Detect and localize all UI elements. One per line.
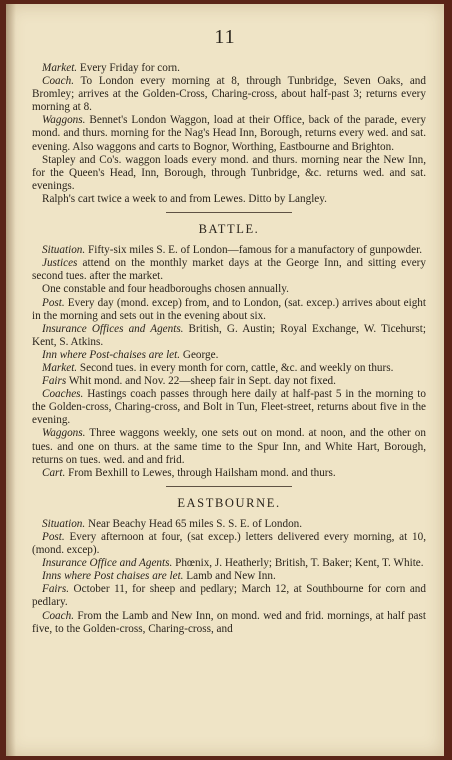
- entry-text: Stapley and Co's. waggon loads every mond. and thurs. morning near the New Inn, for the Queen's Head, Inn, Borough, through Tunbridge, &c. returns wed. and sat. evenings.: [32, 153, 426, 192]
- page-text: [32, 62, 426, 636]
- entry-text: Second tues. in every month for corn, cattle, &c. and weekly on thurs.: [77, 361, 394, 374]
- entry-lead: Fairs: [42, 375, 67, 388]
- entry-paragraph: [32, 114, 426, 153]
- entry-lead: Waggons.: [42, 114, 86, 127]
- entry-paragraph: [32, 583, 426, 609]
- entry-text: attend on the monthly market days at the George Inn, and sitting every second tues. after the market.: [32, 257, 426, 283]
- entry-paragraph: [32, 375, 426, 388]
- section-rule: [166, 486, 292, 487]
- entry-text: One constable and four headboroughs chosen annually.: [42, 283, 289, 296]
- section-rule: [166, 212, 292, 213]
- entry-text: To London every morning at 8, through Tunbridge, Seven Oaks, and Bromley; arrives at the Golden-Cross, Charing-cross, about half-past 3; returns every morning at 8.: [32, 75, 426, 114]
- entry-paragraph: [32, 193, 426, 206]
- entry-paragraph: [32, 349, 426, 362]
- entry-paragraph: [32, 570, 426, 583]
- entry-text: Near Beachy Head 65 miles S. S. E. of London.: [85, 517, 303, 530]
- entry-paragraph: [32, 62, 426, 75]
- entry-text: Every day (mond. excep) from, and to London, (sat. excep.) arrives about eight in the morning and sets out in the evening about six.: [32, 296, 426, 322]
- entry-lead: Justices: [42, 257, 78, 270]
- book-page: [6, 4, 444, 756]
- entry-paragraph: [32, 362, 426, 375]
- entry-text: Phœnix, J. Heatherly; British, T. Baker; Kent, T. White.: [172, 557, 424, 570]
- entry-lead: Coach.: [42, 609, 75, 622]
- entry-text: British, G. Austin; Royal Exchange, W. Ticehurst; Kent, S. Atkins.: [32, 322, 426, 348]
- entry-paragraph: [32, 557, 426, 570]
- page-number: 11: [214, 26, 236, 48]
- entry-lead: Coaches.: [42, 388, 84, 401]
- entry-lead: Inns where Post chaises are let.: [42, 570, 184, 583]
- entry-paragraph: [32, 75, 426, 114]
- entry-paragraph: [32, 531, 426, 557]
- section-heading-battle: BATTLE.: [198, 222, 260, 237]
- page-gutter-shadow: [6, 4, 16, 756]
- entry-lead: Coach.: [42, 75, 75, 88]
- entry-paragraph: [32, 427, 426, 466]
- entry-lead: Market.: [42, 62, 78, 74]
- entry-paragraph: [32, 518, 426, 531]
- entry-text: Bennet's London Waggon, load at their Office, back of the parade, every mond. and thurs. morning for the Nag's Head Inn, Borough, returns every wed. and sat. evening. Also waggons and carts to Bognor, Worthing, Eastbourne and Brighton.: [32, 114, 426, 153]
- eastbourne-entries: [32, 518, 426, 636]
- entry-lead: Situation.: [42, 517, 86, 530]
- entry-lead: Post.: [42, 531, 65, 543]
- entry-lead: Waggons.: [42, 427, 86, 440]
- entry-lead: Inn where Post-chaises are let.: [42, 348, 181, 361]
- entry-text: Fifty-six miles S. E. of London—famous for a manufactory of gunpowder.: [85, 244, 423, 257]
- entry-paragraph: [32, 610, 426, 636]
- entry-paragraph: [32, 467, 426, 480]
- entry-paragraph: [32, 283, 426, 296]
- entry-paragraph: [32, 388, 426, 427]
- entry-lead: Insurance Office and Agents.: [42, 557, 173, 570]
- entry-text: Whit mond. and Nov. 22—sheep fair in Sept. day not fixed.: [66, 375, 336, 388]
- entry-lead: Fairs.: [42, 583, 70, 596]
- entry-paragraph: [32, 257, 426, 283]
- entry-lead: Situation.: [42, 244, 86, 257]
- battle-entries: [32, 244, 426, 480]
- entry-paragraph: [32, 297, 426, 323]
- entry-text: Ralph's cart twice a week to and from Lewes. Ditto by Langley.: [42, 192, 327, 205]
- entry-text: Every Friday for corn.: [77, 62, 180, 74]
- top-entries: [32, 62, 426, 206]
- entry-paragraph: [32, 244, 426, 257]
- entry-lead: Post.: [42, 296, 65, 309]
- entry-paragraph: [32, 323, 426, 349]
- entry-lead: Cart.: [42, 466, 66, 479]
- entry-text: Every afternoon at four, (sat excep.) letters delivered every morning, at 10, (mond. excep).: [32, 531, 426, 557]
- entry-lead: Insurance Offices and Agents.: [42, 322, 184, 335]
- section-heading-eastbourne: EASTBOURNE.: [177, 495, 281, 510]
- entry-text: From Bexhill to Lewes, through Hailsham mond. and thurs.: [65, 466, 336, 479]
- entry-text: Hastings coach passes through here daily at half-past 5 in the morning to the Golden-cross, Charing-cross, and Bolt in Tun, Fleet-street, returns about five in the evening.: [32, 388, 426, 427]
- entry-paragraph: [32, 154, 426, 193]
- entry-text: October 11, for sheep and pedlary; March 12, at Southbourne for corn and pedlary.: [32, 583, 426, 609]
- entry-text: From the Lamb and New Inn, on mond. wed and frid. mornings, at half past five, to the Golden-cross, Charing-cross, and: [32, 609, 426, 635]
- entry-lead: Market.: [42, 361, 78, 374]
- entry-text: George.: [180, 348, 219, 361]
- entry-text: Lamb and New Inn.: [183, 570, 276, 583]
- entry-text: Three waggons weekly, one sets out on mond. at noon, and the other on tues. and one on thurs. at the same time to the Spur Inn, and White Hart, Borough, returns on tues. wed. and and frid.: [32, 427, 426, 466]
